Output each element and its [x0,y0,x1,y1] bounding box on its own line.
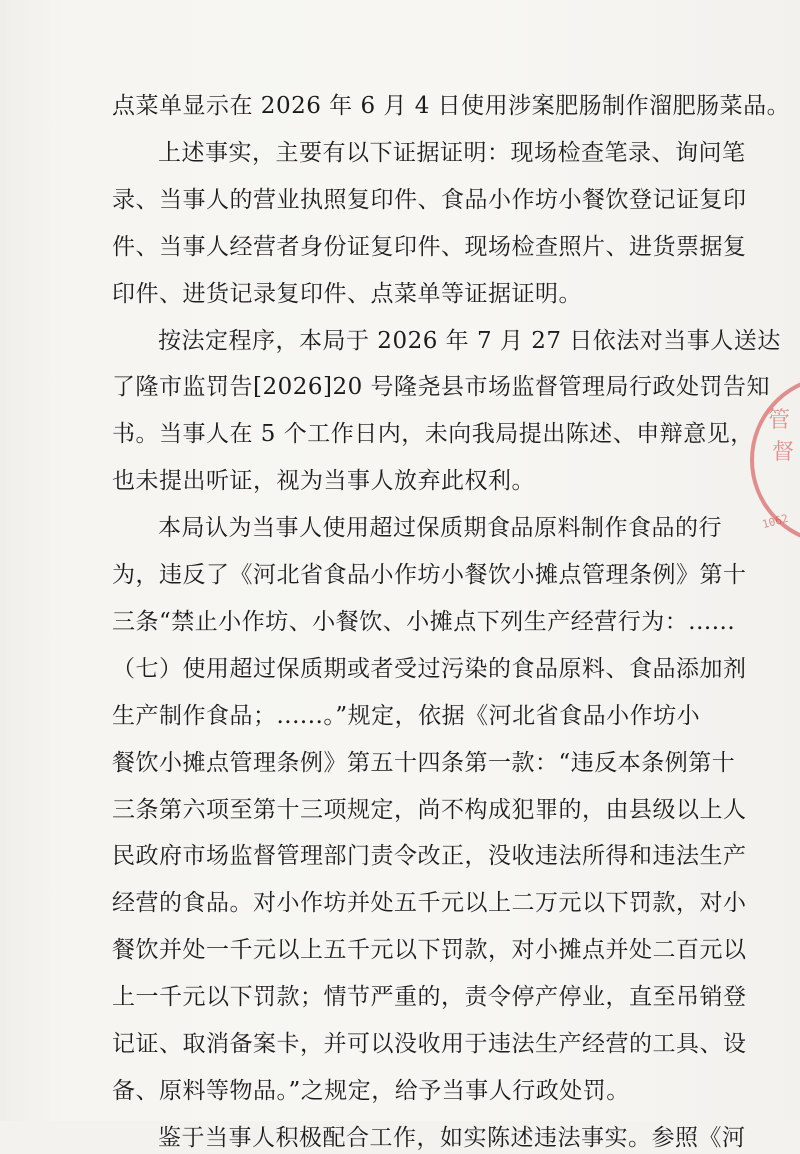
seal-char: 管 [768,408,791,433]
seal-char: 督 [772,440,795,465]
text-line: 三条“禁止小作坊、小餐饮、小摊点下列生产经营行为：...... [112,609,736,635]
text-line: 也未提出听证，视为当事人放弃此权利。 [112,468,535,494]
text-line: 经营的食品。对小作坊并处五千元以上二万元以下罚款，对小 [112,890,747,916]
text-line: 餐饮并处一千元以上五千元以下罚款，对小摊点并处二百元以 [112,937,747,963]
text-line: 上一千元以下罚款；情节严重的，责令停产停业，直至吊销登 [112,984,747,1010]
text-line: 本局认为当事人使用超过保质期食品原料制作食品的行 [158,515,722,541]
text-line: 餐饮小摊点管理条例》第五十四条第一款：“违反本条例第十 [112,750,736,776]
text-line: 记证、取消备案卡，并可以没收用于违法生产经营的工具、设 [112,1031,747,1057]
seal-number: 1062 [760,511,790,532]
text-line: 备、原料等物品。”之规定，给予当事人行政处罚。 [112,1078,630,1104]
text-line: 生产制作食品；......。”规定，依据《河北省食品小作坊小 [112,703,701,729]
text-line: 为，违反了《河北省食品小作坊小餐饮小摊点管理条例》第十 [112,562,747,588]
text-line: 三条第六项至第十三项规定，尚不构成犯罪的，由县级以上人 [112,797,747,823]
text-line: 鉴于当事人积极配合工作，如实陈述违法事实。参照《河 [158,1125,746,1151]
official-seal [750,375,800,575]
text-line: 书。当事人在 5 个工作日内，未向我局提出陈述、申辩意见， [112,421,754,447]
text-line: 件、当事人经营者身份证复印件、现场检查照片、进货票据复 [112,234,747,260]
text-line: 点菜单显示在 2026 年 6 月 4 日使用涉案肥肠制作溜肥肠菜品。 [112,93,791,119]
text-line: 印件、进货记录复印件、点菜单等证据证明。 [112,281,582,307]
text-line: 录、当事人的营业执照复印件、食品小作坊小餐饮登记证复印 [112,187,747,213]
text-line: 上述事实，主要有以下证据证明：现场检查笔录、询问笔 [158,140,746,166]
text-line: （七）使用超过保质期或者受过污染的食品原料、食品添加剂 [112,656,747,682]
text-line: 民政府市场监督管理部门责令改正，没收违法所得和违法生产 [112,843,747,869]
text-line: 了隆市监罚告[2026]20 号隆尧县市场监督管理局行政处罚告知 [112,374,771,400]
text-line: 按法定程序，本局于 2026 年 7 月 27 日依法对当事人送达 [158,328,781,354]
